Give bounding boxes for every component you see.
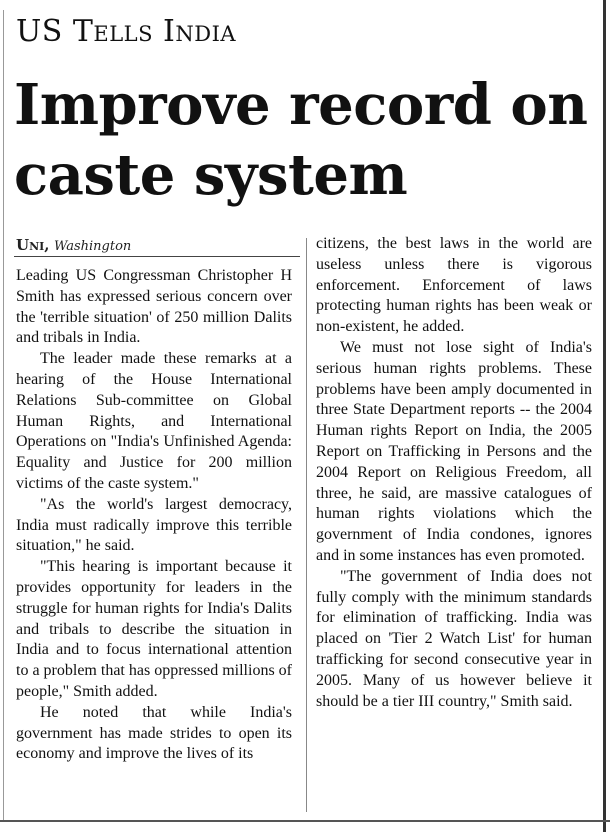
bottom-border-rule (0, 820, 610, 822)
paragraph: He noted that while India's government has made strides to open its economy and improve the lives of its (16, 703, 292, 763)
byline-agency: Uni, (16, 236, 50, 254)
headline: Improve record on caste system (14, 72, 588, 208)
byline (16, 236, 131, 254)
paragraph: "This hearing is important because it provides opportunity for leaders in the struggle for human rights for India's Dalits and tribals to describe the situation in India and to focus international attention to a problem that has oppressed millions of people," Smith added. (16, 558, 292, 700)
paragraph: citizens, the best laws in the world are useless unless there is vigorous enforcement. Enforcement of laws protecting human rights has been weak or non-existent, he added. (316, 235, 592, 336)
column-divider (306, 238, 307, 812)
paragraph: "The government of India does not fully comply with the minimum standards for elimination of trafficking. India was placed on 'Tier 2 Watch List' for human trafficking for second consecutive year in 2005. Many of us however believe it should be a tier III country," Smith said. (316, 567, 592, 710)
paragraph: We must not lose sight of India's serious human rights problems. These problems have been amply documented in three State Department reports -- the 2004 Human rights Report on India, the 2005 Report on Trafficking in Persons and the 2004 Report on Religious Freedom, all three, he said, are massive catalogues of human rights violations which the government of India condones, ignores and in some instances has even promoted. (316, 338, 592, 564)
paragraph: "As the world's largest democracy, India must radically improve this terrible situation," he said. (16, 495, 292, 555)
left-border-rule (3, 10, 4, 822)
kicker: US Tells India (16, 14, 237, 49)
article-column-right (316, 234, 592, 712)
article-column-left (16, 266, 292, 765)
paragraph: Leading US Congressman Christopher H Smith has expressed serious concern over the 'terrible situation' of 250 million Dalits and tribals in India. (16, 267, 292, 347)
byline-place: Washington (53, 239, 132, 254)
page-frame-top (0, 0, 610, 4)
paragraph: The leader made these remarks at a hearing of the House International Relations Sub-committee on Global Human Rights, and International Operations on "India's Unfinished Agenda: Equality and Justice for 200 million victims of the caste system." (16, 350, 292, 492)
byline-rule (14, 256, 300, 257)
